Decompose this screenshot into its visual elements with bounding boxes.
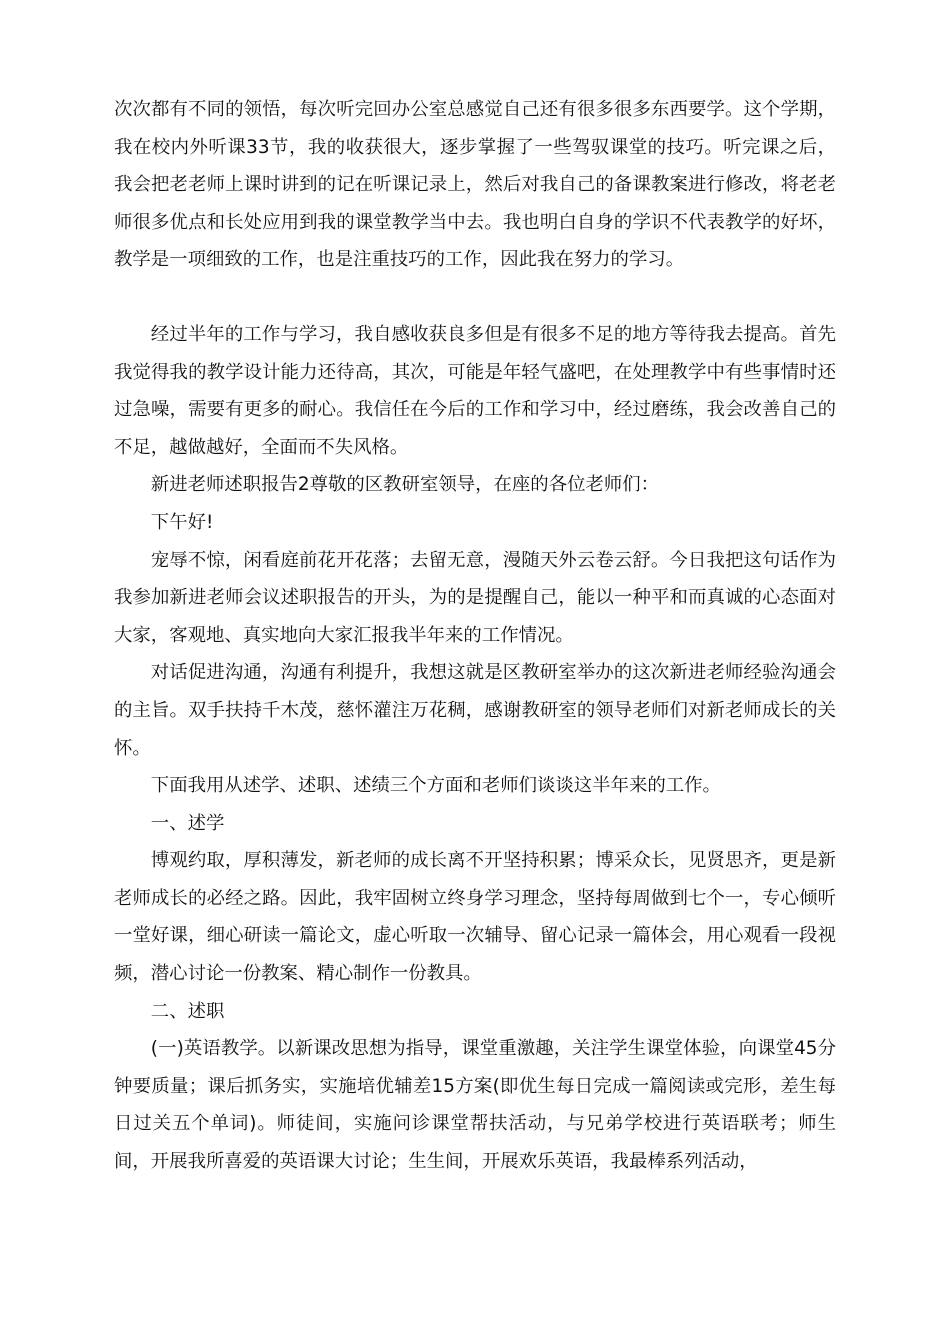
- report-title-line: 新进老师述职报告2尊敬的区教研室领导，在座的各位老师们：: [150, 474, 660, 496]
- paragraph-dialogue: 对话促进沟通，沟通有利提升，我想这就是区教研室举办的这次新进老师经验沟通会的主旨。双手扶持千木茂，慈怀灌注万花稠，感谢教研室的领导老师们对新老师成长的关怀。: [114, 662, 836, 759]
- section-heading-duty: 二、述职: [150, 1000, 225, 1022]
- paragraph-outline: 下面我用从述学、述职、述绩三个方面和老师们谈谈这半年来的工作。: [150, 775, 721, 797]
- paragraph-2: 经过半年的工作与学习，我自感收获良多但是有很多不足的地方等待我去提高。首先我觉得我的教学设计能力还待高，其次，可能是年轻气盛吧，在处理教学中有些事情时还过急噪，需要有更多的耐心。我信任在今后的工作和学习中，经过磨练，我会改善自己的不足，越做越好，全面而不失风格。: [114, 323, 836, 458]
- paragraph-english-teaching: (一)英语教学。以新课改思想为指导，课堂重激趣，关注学生课堂体验，向课堂45分钟要质量；课后抓务实，实施培优辅差15方案(即优生每日完成一篇阅读或完形，差生每日过关五个单词)。师徒间，实施问诊课堂帮扶活动，与兄弟学校进行英语联考；师生间，开展我所喜爱的英语课大讨论；生生间，开展欢乐英语，我最棒系列活动，: [114, 1038, 836, 1173]
- paragraph-gap: [114, 279, 836, 316]
- greeting: 下午好!: [150, 511, 214, 533]
- paragraph-intro: 宠辱不惊，闲看庭前花开花落；去留无意，漫随天外云卷云舒。今日我把这句话作为我参加新进老师会议述职报告的开头，为的是提醒自己，能以一种平和而真诚的心态面对大家，客观地、真实地向大家汇报我半年来的工作情况。: [114, 549, 836, 646]
- section-heading-study: 一、述学: [150, 812, 225, 834]
- paragraph-study: 博观约取，厚积薄发，新老师的成长离不开坚持积累；博采众长，见贤思齐，更是新老师成长的必经之路。因此，我牢固树立终身学习理念，坚持每周做到七个一，专心倾听一堂好课，细心研读一篇论文，虚心听取一次辅导、留心记录一篇体会，用心观看一段视频，潜心讨论一份教案、精心制作一份教具。: [114, 850, 836, 985]
- paragraph-1: 次次都有不同的领悟，每次听完回办公室总感觉自己还有很多很多东西要学。这个学期，我在校内外听课33节，我的收获很大，逐步掌握了一些驾驭课堂的技巧。听完课之后，我会把老老师上课时讲到的记在听课记录上，然后对我自己的备课教案进行修改，将老老师很多优点和长处应用到我的课堂教学当中去。我也明白自身的学识不代表教学的好坏，教学是一项细致的工作，也是注重技巧的工作，因此我在努力的学习。: [114, 99, 836, 271]
